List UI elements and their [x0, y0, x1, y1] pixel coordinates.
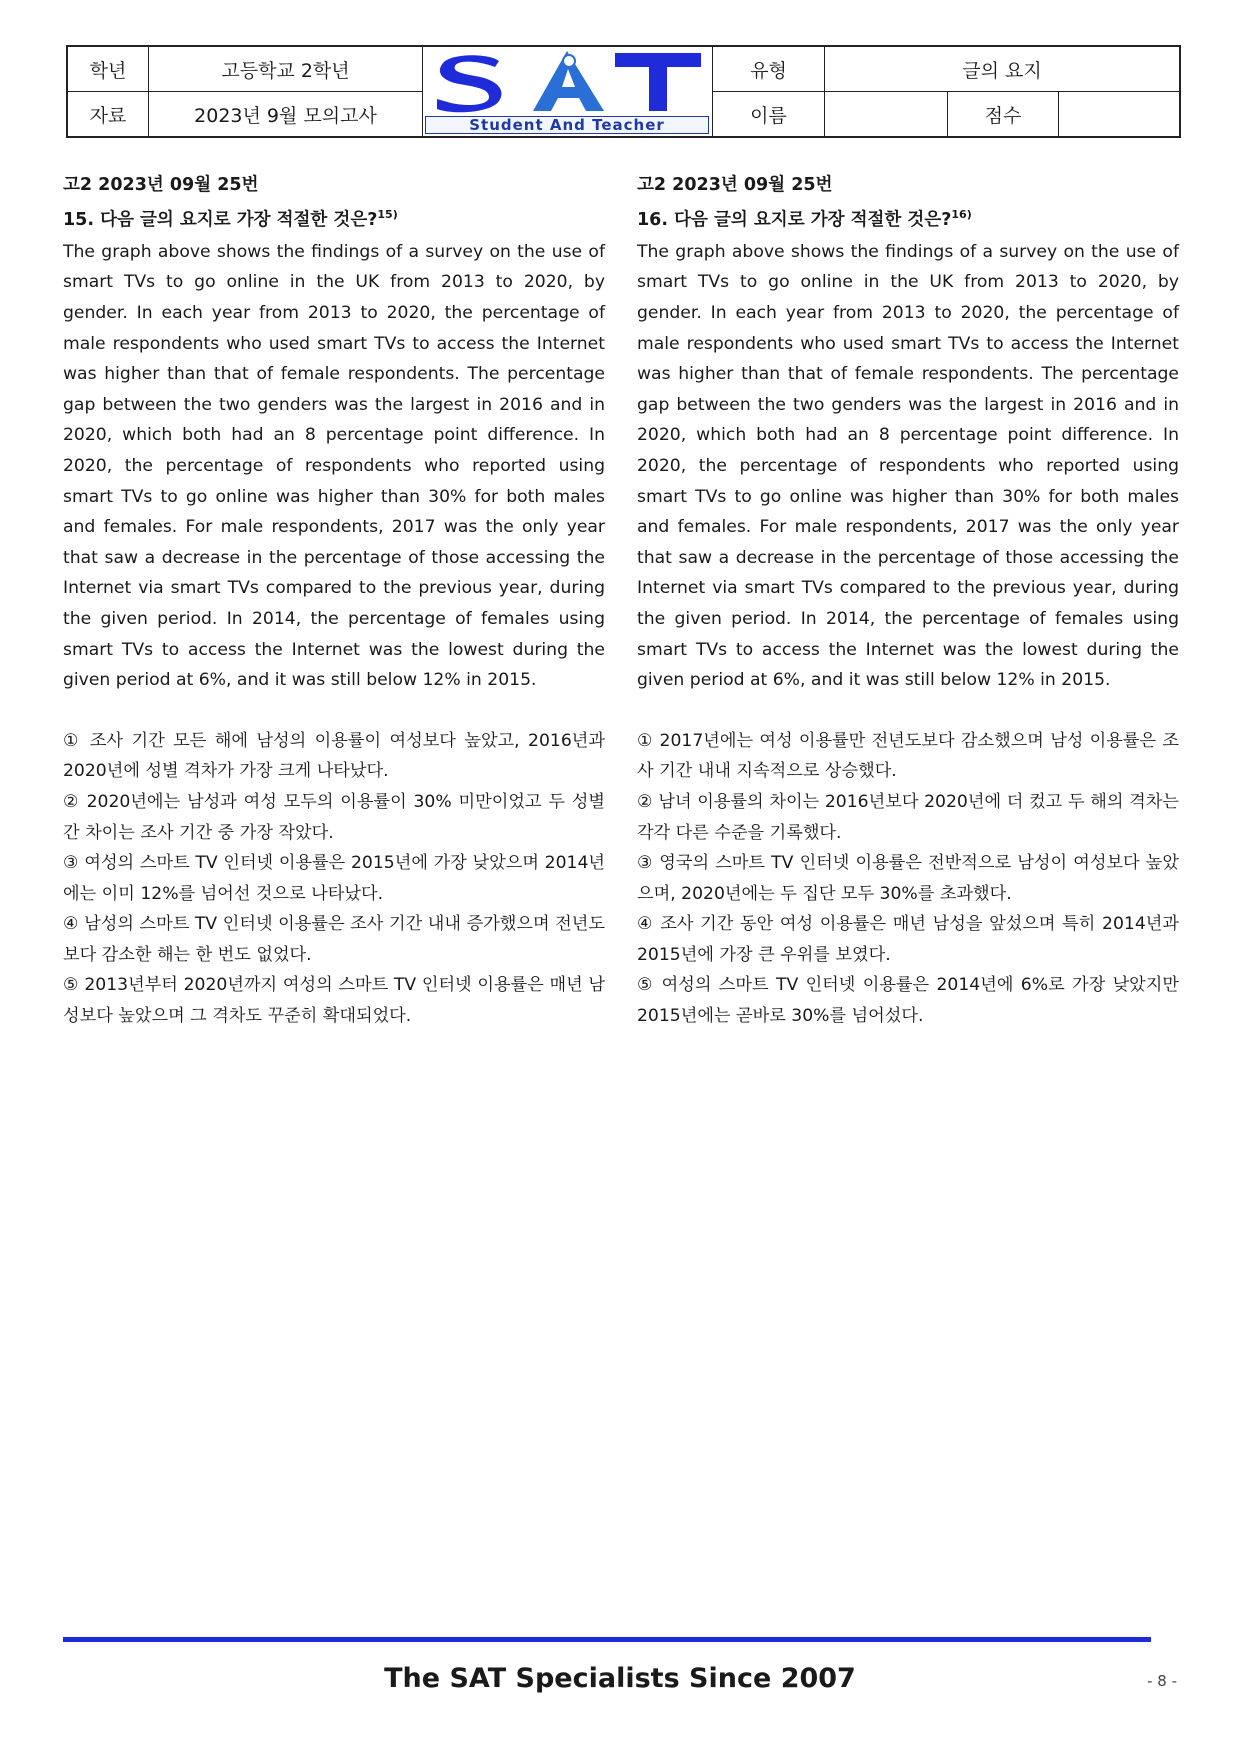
answer-option-1[interactable]: ① 2017년에는 여성 이용률만 전년도보다 감소했으며 남성 이용률은 조사 기간 내내 지속적으로 상승했다.: [637, 730, 1179, 782]
question-source: 고2 2023년 09월 25번: [637, 175, 833, 195]
source-value: 2023년 9월 모의고사: [149, 92, 423, 136]
answer-option-4[interactable]: ④ 조사 기간 동안 여성 이용률은 매년 남성을 앞섰으며 특히 2014년과 2015년에 가장 큰 우위를 보였다.: [637, 914, 1179, 965]
passage: The graph above shows the findings of a survey on the use of smart TVs to go online in the UK from 2013 to 2020, by gender. In each year from 2013 to 2020, the percentage of male respondents who used smart TVs to access the Internet was higher than that of female respondents. The percentage gap between the two genders was the largest in 2016 and in 2020, which both had an 8 percentage point difference. In 2020, the percentage of respondents who reported using smart TVs to go online was higher than 30% for both males and females. For male respondents, 2017 was the only year that saw a decrease in the percentage of those accessing the Internet via smart TVs compared to the previous year, during the given period. In 2014, the percentage of females using smart TVs to access the Internet was the lowest during the given period at 6%, and it was still below 12% in 2015.: [637, 241, 1179, 691]
question-source: 고2 2023년 09월 25번: [63, 175, 259, 195]
answer-option-3[interactable]: ③ 여성의 스마트 TV 인터넷 이용률은 2015년에 가장 낮았으며 2014년에는 이미 12%를 넘어선 것으로 나타났다.: [63, 853, 605, 904]
grade-label: 학년: [68, 47, 149, 91]
sat-logo-tagline: Student And Teacher: [425, 116, 709, 134]
worksheet-header: [66, 45, 1181, 138]
answer-option-2[interactable]: ② 2020년에는 남성과 여성 모두의 이용률이 30% 미만이었고 두 성별 간 차이는 조사 기간 중 가장 작았다.: [63, 791, 605, 843]
question-16: [637, 170, 1179, 1032]
answer-option-5[interactable]: ⑤ 여성의 스마트 TV 인터넷 이용률은 2014년에 6%로 가장 낮았지만 2015년에는 곧바로 30%를 넘어섰다.: [637, 975, 1179, 1027]
passage: The graph above shows the findings of a survey on the use of smart TVs to go online in the UK from 2013 to 2020, by gender. In each year from 2013 to 2020, the percentage of male respondents who used smart TVs to access the Internet was higher than that of female respondents. The percentage gap between the two genders was the largest in 2016 and in 2020, which both had an 8 percentage point difference. In 2020, the percentage of respondents who reported using smart TVs to go online was higher than 30% for both males and females. For male respondents, 2017 was the only year that saw a decrease in the percentage of those accessing the Internet via smart TVs compared to the previous year, during the given period. In 2014, the percentage of females using smart TVs to access the Internet was the lowest during the given period at 6%, and it was still below 12% in 2015.: [63, 241, 605, 691]
page-number: - 8 -: [1147, 1672, 1177, 1690]
footnote-marker: 16): [951, 208, 972, 221]
sat-logo-letters: [429, 51, 705, 113]
question-15: [63, 170, 605, 1032]
answer-options: [637, 726, 1179, 1032]
score-label: 점수: [948, 92, 1059, 136]
footer-divider: [63, 1637, 1151, 1642]
answer-option-1[interactable]: ① 조사 기간 모든 해에 남성의 이용률이 여성보다 높았고, 2016년과 2020년에 성별 격차가 가장 크게 나타났다.: [63, 730, 605, 782]
name-field[interactable]: [825, 92, 948, 136]
question-title-text: 15. 다음 글의 요지로 가장 적절한 것은?: [63, 209, 378, 230]
question-title: [63, 200, 605, 235]
name-label: 이름: [713, 92, 825, 136]
answer-options: [63, 726, 605, 1032]
score-field[interactable]: [1059, 92, 1179, 136]
footer-slogan: The SAT Specialists Since 2007: [384, 1663, 856, 1694]
answer-option-2[interactable]: ② 남녀 이용률의 차이는 2016년보다 2020년에 더 컸고 두 해의 격차는 각각 다른 수준을 기록했다.: [637, 791, 1179, 843]
sat-logo: [423, 47, 713, 136]
type-value: 글의 요지: [962, 59, 1042, 82]
footnote-marker: 15): [377, 208, 398, 221]
source-label: 자료: [68, 92, 149, 136]
question-title-text: 16. 다음 글의 요지로 가장 적절한 것은?: [637, 209, 952, 230]
question-title: [637, 200, 1179, 235]
answer-option-5[interactable]: ⑤ 2013년부터 2020년까지 여성의 스마트 TV 인터넷 이용률은 매년 남성보다 높았으며 그 격차도 꾸준히 확대되었다.: [63, 975, 605, 1027]
grade-value: 고등학교 2학년: [149, 47, 423, 91]
answer-option-4[interactable]: ④ 남성의 스마트 TV 인터넷 이용률은 조사 기간 내내 증가했으며 전년도보다 감소한 해는 한 번도 없었다.: [63, 914, 605, 965]
answer-option-3[interactable]: ③ 영국의 스마트 TV 인터넷 이용률은 전반적으로 남성이 여성보다 높았으며, 2020년에는 두 집단 모두 30%를 초과했다.: [637, 853, 1179, 904]
type-label: 유형: [713, 47, 825, 91]
